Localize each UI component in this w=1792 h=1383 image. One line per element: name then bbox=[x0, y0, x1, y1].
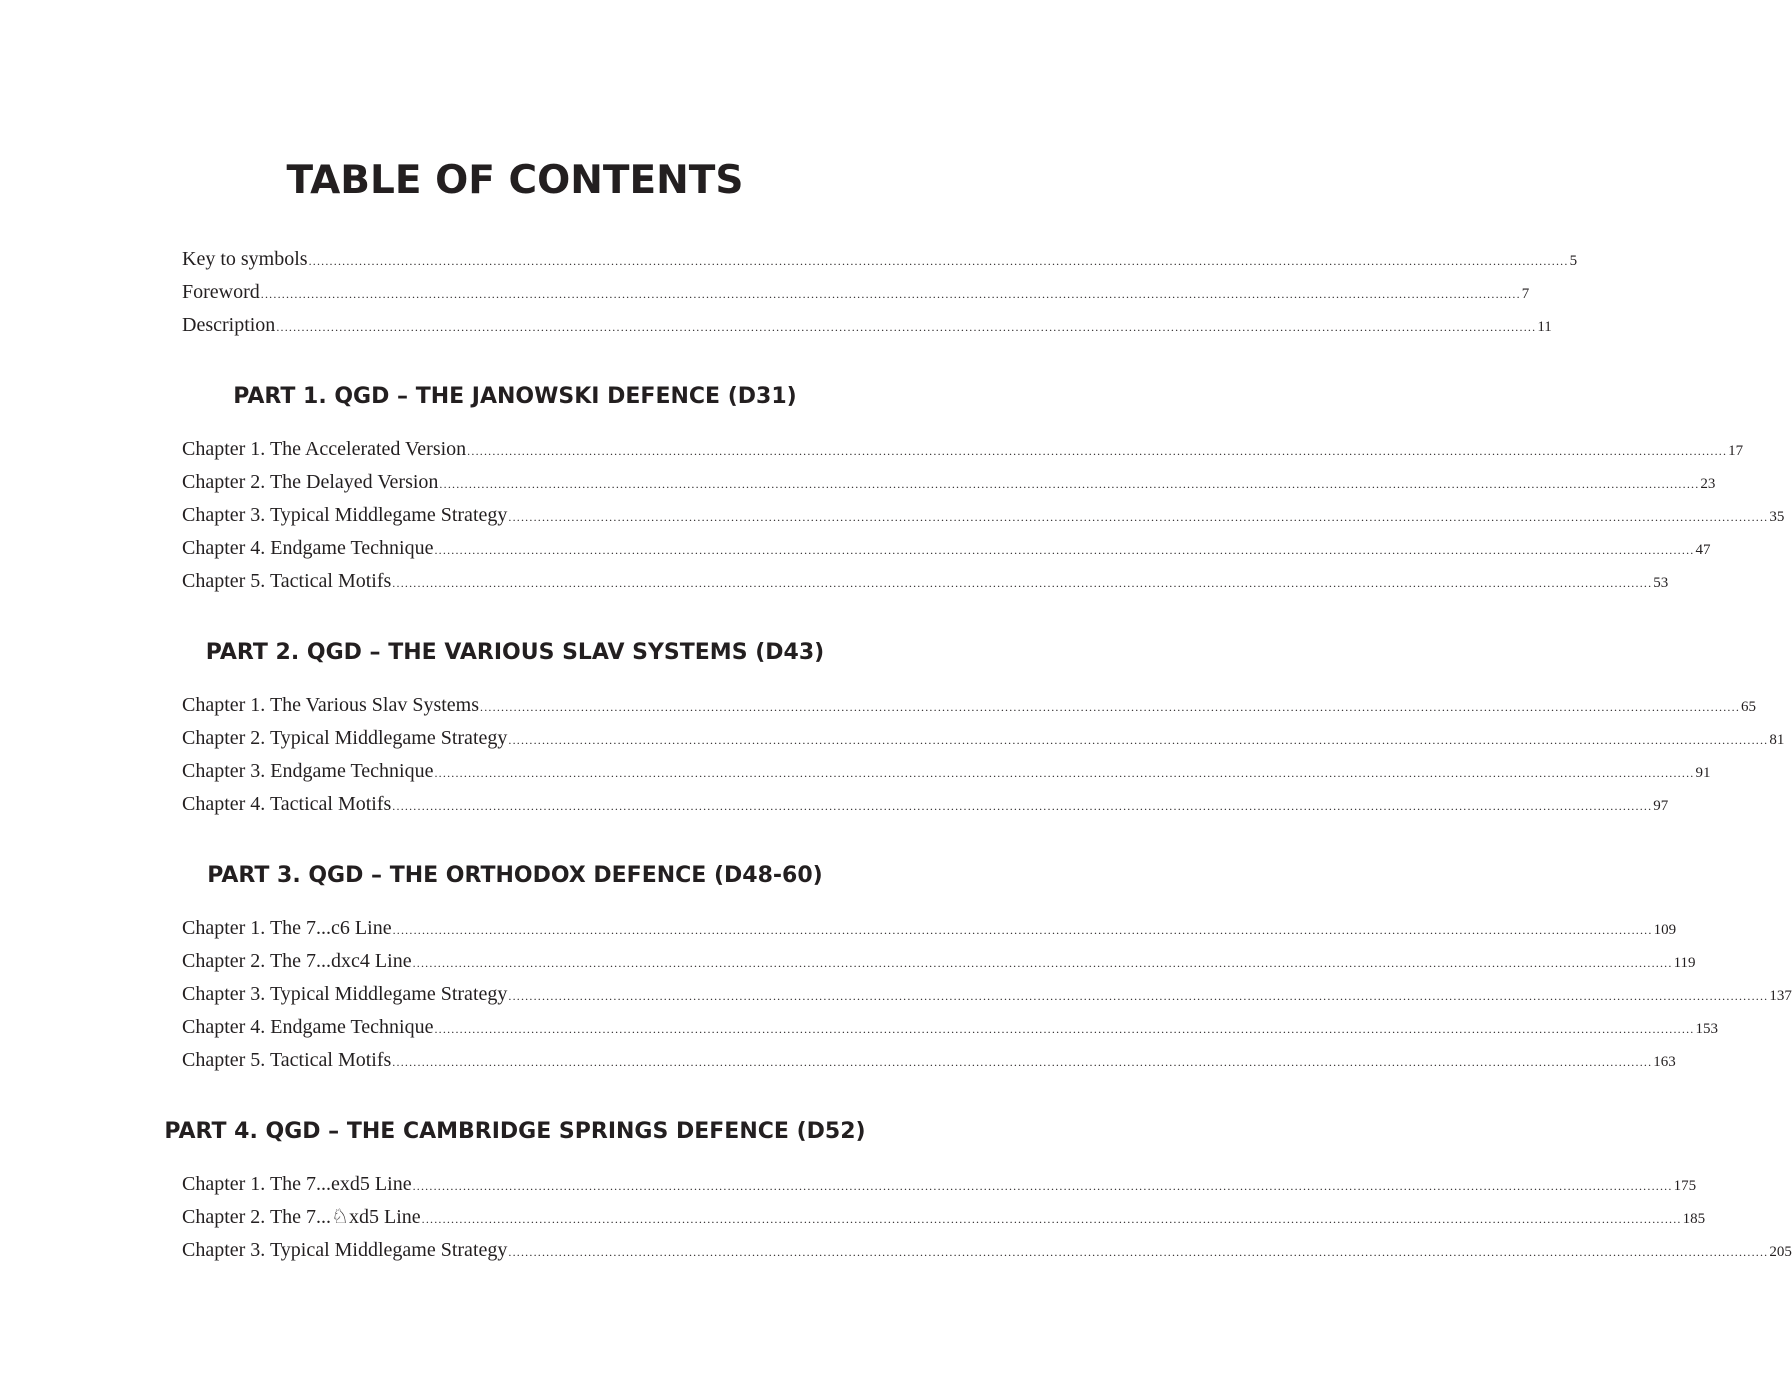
toc-entry-chapter[interactable] bbox=[182, 1044, 1676, 1077]
toc-entry-chapter[interactable] bbox=[182, 565, 1669, 598]
dot-leader: ............................................................................................................................................................................................................................................................................................................ bbox=[260, 287, 1521, 301]
entry-page-number: 137 bbox=[1769, 988, 1792, 1004]
dot-leader: ............................................................................................................................................................................................................................................................................................................ bbox=[308, 254, 1569, 268]
toc-entry-chapter[interactable] bbox=[182, 945, 1696, 978]
entry-label: Chapter 3. Typical Middlegame Strategy bbox=[182, 983, 508, 1005]
dot-leader: ............................................................................................................................................................................................................................................................................................................ bbox=[434, 543, 1695, 557]
entry-page-number: 153 bbox=[1695, 1021, 1718, 1037]
entry-label: Chapter 3. Endgame Technique bbox=[182, 760, 434, 782]
entry-label: Chapter 2. The 7...♘xd5 Line bbox=[182, 1206, 421, 1228]
entry-label: Chapter 4. Endgame Technique bbox=[182, 537, 434, 559]
entry-label: Chapter 2. Typical Middlegame Strategy bbox=[182, 727, 508, 749]
part-4-heading: PART 4. QGD – THE CAMBRIDGE SPRINGS DEFENCE (D52) bbox=[164, 1119, 866, 1144]
part-3-chapter-list bbox=[182, 912, 1792, 1077]
toc-entry-foreword[interactable] bbox=[182, 276, 1530, 309]
dot-leader: ............................................................................................................................................................................................................................................................................................................ bbox=[421, 1212, 1682, 1226]
entry-page-number: 47 bbox=[1695, 542, 1711, 558]
part-3-heading: PART 3. QGD – THE ORTHODOX DEFENCE (D48-60) bbox=[207, 863, 823, 888]
toc-entry-chapter[interactable] bbox=[182, 1011, 1718, 1044]
dot-leader: ............................................................................................................................................................................................................................................................................................................ bbox=[392, 576, 1653, 590]
entry-page-number: 17 bbox=[1728, 443, 1744, 459]
entry-page-number: 205 bbox=[1769, 1244, 1792, 1260]
entry-page-number: 163 bbox=[1653, 1054, 1676, 1070]
part-1-chapter-list bbox=[182, 433, 1785, 598]
entry-label: Chapter 4. Tactical Motifs bbox=[182, 793, 392, 815]
toc-entry-key-to-symbols[interactable] bbox=[182, 243, 1578, 276]
entry-page-number: 175 bbox=[1673, 1178, 1697, 1194]
toc-entry-chapter[interactable] bbox=[182, 689, 1757, 722]
entry-label: Chapter 1. The Accelerated Version bbox=[182, 438, 467, 460]
dot-leader: ............................................................................................................................................................................................................................................................................................................ bbox=[434, 1022, 1695, 1036]
toc-entry-chapter[interactable] bbox=[182, 788, 1669, 821]
dot-leader: ............................................................................................................................................................................................................................................................................................................ bbox=[434, 766, 1695, 780]
entry-label: Chapter 1. The 7...c6 Line bbox=[182, 917, 392, 939]
dot-leader: ............................................................................................................................................................................................................................................................................................................ bbox=[508, 733, 1769, 747]
entry-label: Description bbox=[182, 314, 276, 336]
entry-label: Foreword bbox=[182, 281, 260, 303]
entry-label: Chapter 5. Tactical Motifs bbox=[182, 1049, 392, 1071]
toc-entry-chapter[interactable] bbox=[182, 1234, 1792, 1267]
toc-entry-chapter[interactable] bbox=[182, 1168, 1697, 1201]
toc-entry-chapter[interactable] bbox=[182, 1201, 1706, 1234]
dot-leader: ............................................................................................................................................................................................................................................................................................................ bbox=[508, 989, 1769, 1003]
part-2-chapter-list bbox=[182, 689, 1785, 821]
entry-page-number: 109 bbox=[1653, 922, 1677, 938]
entry-page-number: 97 bbox=[1653, 798, 1669, 814]
part-2-heading: PART 2. QGD – THE VARIOUS SLAV SYSTEMS (D43) bbox=[205, 640, 825, 665]
part-4-chapter-list bbox=[182, 1168, 1792, 1267]
page-title: TABLE OF CONTENTS bbox=[286, 158, 744, 203]
entry-label: Chapter 3. Typical Middlegame Strategy bbox=[182, 1239, 508, 1261]
dot-leader: ............................................................................................................................................................................................................................................................................................................ bbox=[276, 320, 1537, 334]
toc-entry-chapter[interactable] bbox=[182, 912, 1677, 945]
entry-label: Key to symbols bbox=[182, 248, 308, 270]
dot-leader: ............................................................................................................................................................................................................................................................................................................ bbox=[392, 923, 1653, 937]
toc-entry-description[interactable] bbox=[182, 309, 1552, 342]
entry-label: Chapter 5. Tactical Motifs bbox=[182, 570, 392, 592]
dot-leader: ............................................................................................................................................................................................................................................................................................................ bbox=[467, 444, 1728, 458]
dot-leader: ............................................................................................................................................................................................................................................................................................................ bbox=[412, 956, 1673, 970]
entry-page-number: 35 bbox=[1769, 509, 1785, 525]
dot-leader: ............................................................................................................................................................................................................................................................................................................ bbox=[480, 700, 1741, 714]
entry-label: Chapter 2. The 7...dxc4 Line bbox=[182, 950, 412, 972]
entry-page-number: 11 bbox=[1537, 319, 1552, 335]
entry-page-number: 185 bbox=[1682, 1211, 1706, 1227]
dot-leader: ............................................................................................................................................................................................................................................................................................................ bbox=[439, 477, 1700, 491]
toc-entry-chapter[interactable] bbox=[182, 499, 1785, 532]
front-matter-list bbox=[182, 243, 1578, 342]
entry-page-number: 7 bbox=[1521, 286, 1530, 302]
toc-entry-chapter[interactable] bbox=[182, 722, 1785, 755]
entry-page-number: 91 bbox=[1695, 765, 1711, 781]
entry-label: Chapter 1. The 7...exd5 Line bbox=[182, 1173, 412, 1195]
entry-page-number: 119 bbox=[1673, 955, 1696, 971]
toc-entry-chapter[interactable] bbox=[182, 755, 1711, 788]
toc-entry-chapter[interactable] bbox=[182, 532, 1711, 565]
dot-leader: ............................................................................................................................................................................................................................................................................................................ bbox=[508, 1245, 1769, 1259]
dot-leader: ............................................................................................................................................................................................................................................................................................................ bbox=[392, 1055, 1653, 1069]
entry-page-number: 53 bbox=[1653, 575, 1669, 591]
toc-entry-chapter[interactable] bbox=[182, 433, 1744, 466]
entry-label: Chapter 1. The Various Slav Systems bbox=[182, 694, 480, 716]
entry-label: Chapter 2. The Delayed Version bbox=[182, 471, 439, 493]
dot-leader: ............................................................................................................................................................................................................................................................................................................ bbox=[392, 799, 1653, 813]
entry-label: Chapter 3. Typical Middlegame Strategy bbox=[182, 504, 508, 526]
entry-page-number: 65 bbox=[1741, 699, 1757, 715]
entry-page-number: 5 bbox=[1569, 253, 1578, 269]
entry-page-number: 23 bbox=[1700, 476, 1716, 492]
entry-page-number: 81 bbox=[1769, 732, 1785, 748]
toc-entry-chapter[interactable] bbox=[182, 978, 1792, 1011]
toc-entry-chapter[interactable] bbox=[182, 466, 1716, 499]
dot-leader: ............................................................................................................................................................................................................................................................................................................ bbox=[508, 510, 1769, 524]
part-1-heading: PART 1. QGD – THE JANOWSKI DEFENCE (D31) bbox=[233, 384, 797, 409]
entry-label: Chapter 4. Endgame Technique bbox=[182, 1016, 434, 1038]
dot-leader: ............................................................................................................................................................................................................................................................................................................ bbox=[412, 1179, 1673, 1193]
